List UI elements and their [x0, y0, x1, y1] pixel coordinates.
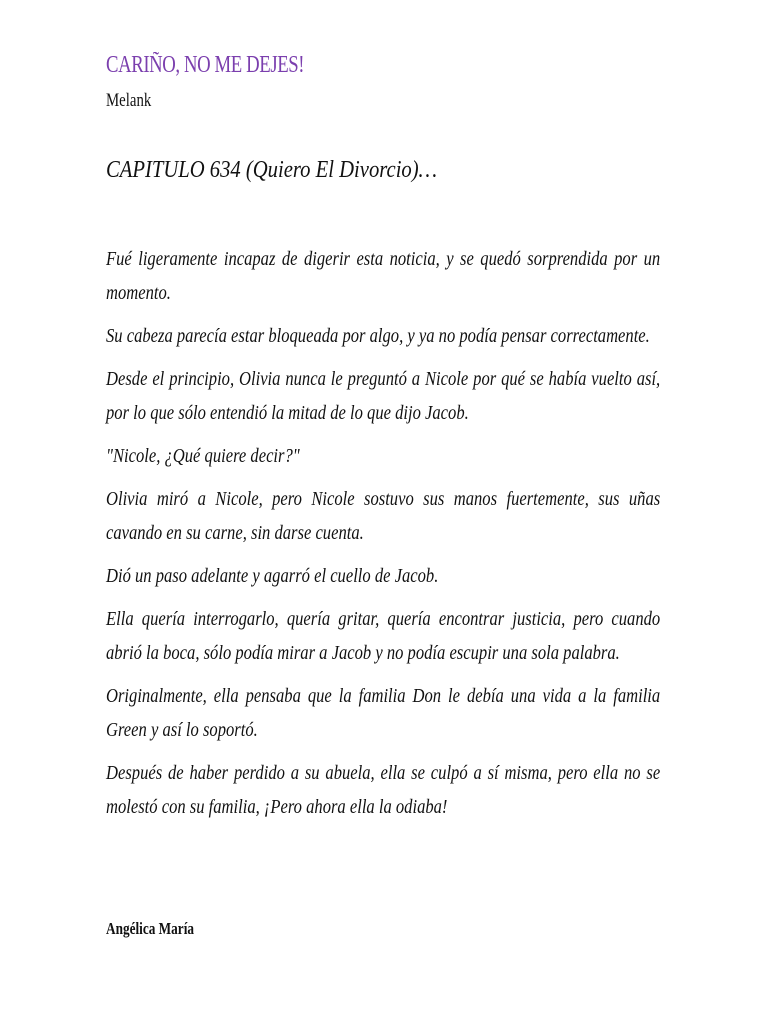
chapter-body	[106, 243, 660, 834]
chapter-title: CAPITULO 634 (Quiero El Divorcio)…	[106, 157, 437, 183]
paragraph: Su cabeza parecía estar bloqueada por algo, y ya no podía pensar correctamente.	[106, 326, 650, 347]
series-title: CARIÑO, NO ME DEJES!	[106, 52, 305, 78]
author-name: Melank	[106, 90, 152, 111]
paragraph: Dió un paso adelante y agarró el cuello de Jacob.	[106, 566, 439, 587]
paragraph: "Nicole, ¿Qué quiere decir?"	[106, 446, 300, 467]
paragraph: Olivia miró a Nicole, pero Nicole sostuvo sus manos fuertemente, sus uñas cavando en su carne, sin darse cuenta.	[106, 489, 661, 544]
paragraph: Fué ligeramente incapaz de digerir esta noticia, y se quedó sorprendida por un momento.	[106, 249, 661, 304]
paragraph: Después de haber perdido a su abuela, ella se culpó a sí misma, pero ella no se molestó con su familia, ¡Pero ahora ella la odiaba!	[106, 763, 661, 818]
signature: Angélica María	[106, 919, 195, 938]
paragraph: Desde el principio, Olivia nunca le preguntó a Nicole por qué se había vuelto así, por lo que sólo entendió la mitad de lo que dijo Jacob.	[106, 369, 661, 424]
paragraph: Originalmente, ella pensaba que la familia Don le debía una vida a la familia Green y así lo soportó.	[106, 686, 661, 741]
paragraph: Ella quería interrogarlo, quería gritar, quería encontrar justicia, pero cuando abrió la boca, sólo podía mirar a Jacob y no podía escupir una sola palabra.	[106, 609, 661, 664]
